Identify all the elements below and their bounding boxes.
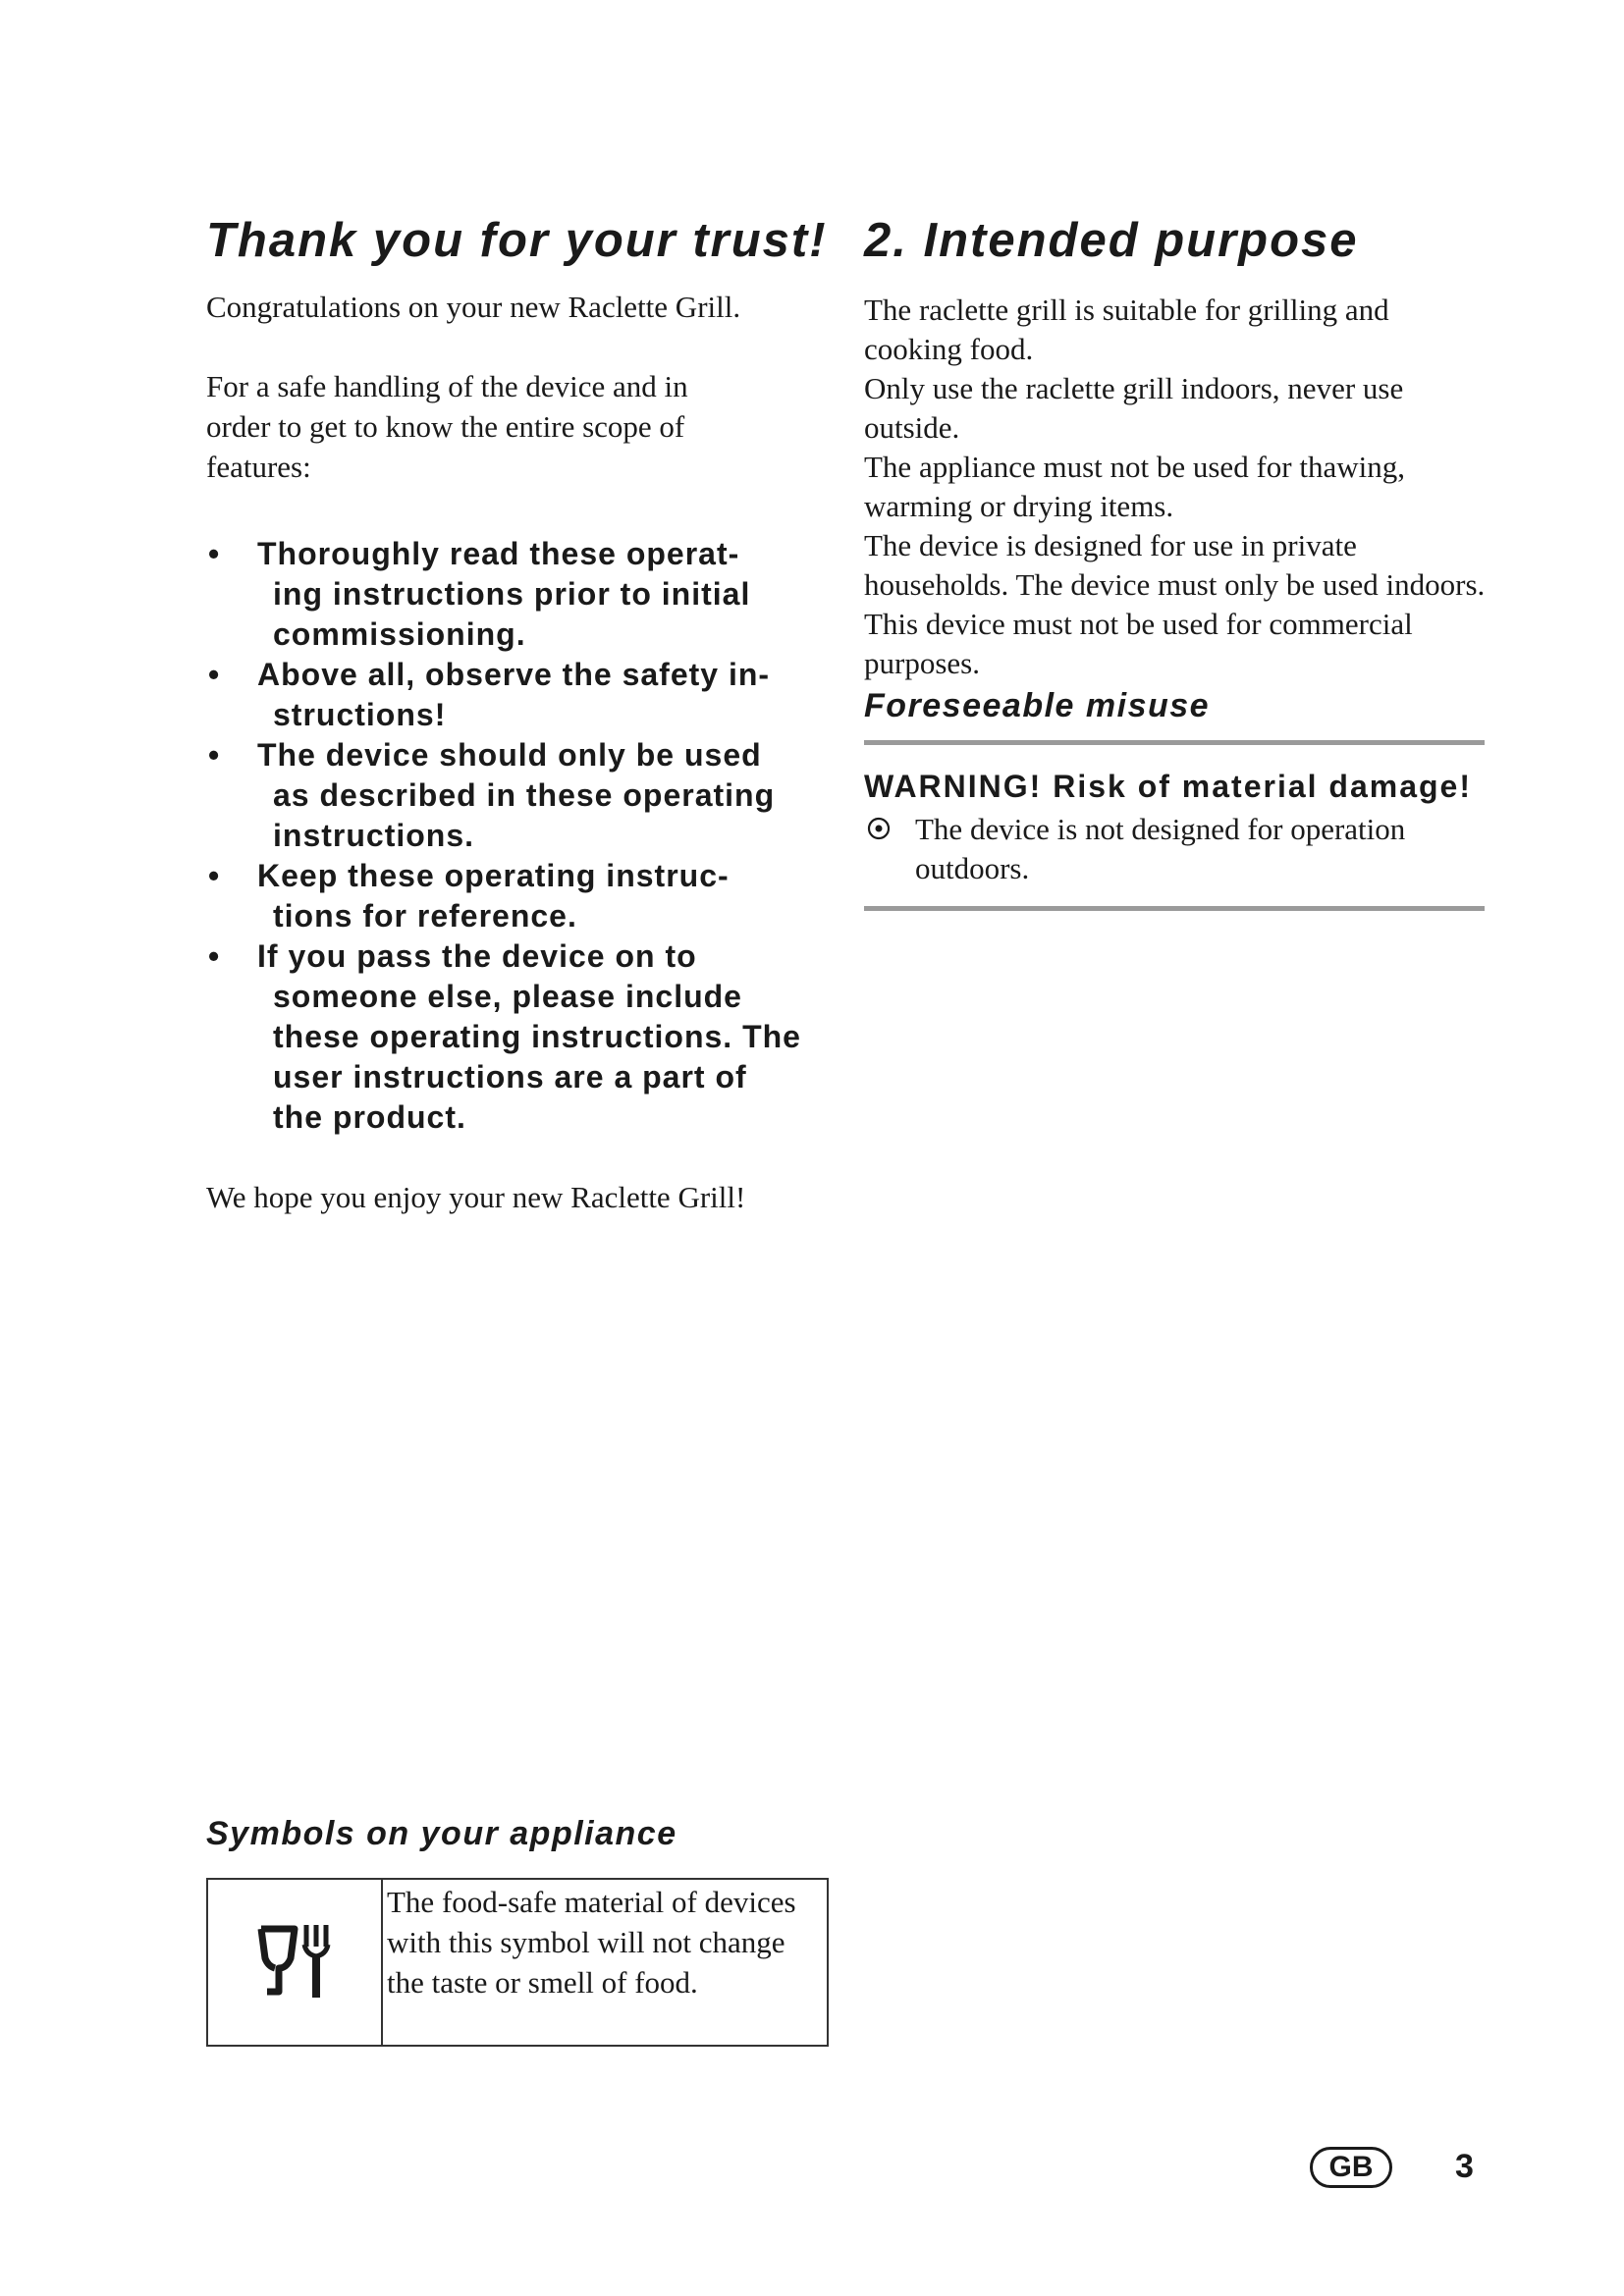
section-title-intended-purpose: 2. Intended purpose bbox=[864, 214, 1359, 267]
target-bullet-icon bbox=[866, 816, 892, 841]
instruction-list bbox=[206, 534, 835, 1138]
bullet-icon: • bbox=[208, 938, 221, 974]
list-item: • Thoroughly read these operat- ing instructions prior to initial commissioning. bbox=[208, 536, 751, 652]
left-column bbox=[206, 206, 835, 1217]
right-column bbox=[864, 206, 1492, 911]
page-title-thank-you: Thank you for your trust! bbox=[206, 214, 828, 267]
purpose-paragraph: Only use the raclette grill indoors, never use outside. bbox=[864, 371, 1404, 445]
list-item: • Above all, observe the safety in- structions! bbox=[208, 657, 771, 732]
list-item: • Keep these operating instruc- tions for reference. bbox=[208, 858, 730, 934]
symbols-table bbox=[206, 1878, 829, 2047]
purpose-paragraph: This device must not be used for commercial purposes. bbox=[864, 607, 1413, 680]
list-item: • The device should only be used as described in these operating instructions. bbox=[208, 737, 776, 853]
symbol-description: The food-safe material of devices with this symbol will not change the taste or smell of food. bbox=[382, 1879, 828, 2046]
purpose-paragraph: The appliance must not be used for thawing, warming or drying items. bbox=[864, 450, 1405, 523]
list-item: • If you pass the device on to someone else, please include these operating instructions. The user instructions are a part of the product. bbox=[208, 938, 801, 1135]
warning-title: WARNING! Risk of material damage! bbox=[864, 769, 1472, 804]
bullet-icon: • bbox=[208, 657, 221, 692]
bullet-icon: • bbox=[208, 536, 221, 571]
symbols-section bbox=[206, 1811, 829, 2047]
intro-text: For a safe handling of the device and in order to get to know the entire scope of features: bbox=[206, 369, 688, 484]
misuse-heading: Foreseeable misuse bbox=[864, 687, 1211, 724]
warning-item: The device is not designed for operation outdoors. bbox=[864, 810, 1492, 888]
page-number: 3 bbox=[1455, 2148, 1474, 2185]
purpose-paragraph: The raclette grill is suitable for grilling and cooking food. bbox=[864, 293, 1389, 366]
food-safe-glass-fork-icon bbox=[245, 1911, 344, 2009]
divider bbox=[864, 906, 1485, 911]
purpose-paragraph: The device is designed for use in private households. The device must only be used indoors. bbox=[864, 528, 1486, 602]
country-badge: GB bbox=[1310, 2147, 1392, 2188]
congrats-text: Congratulations on your new Raclette Grill. bbox=[206, 290, 741, 324]
bullet-icon: • bbox=[208, 737, 221, 773]
symbol-icon-cell bbox=[207, 1879, 382, 2046]
divider bbox=[864, 740, 1485, 745]
bullet-icon: • bbox=[208, 858, 221, 893]
closing-text: We hope you enjoy your new Raclette Grill! bbox=[206, 1180, 746, 1214]
symbols-heading: Symbols on your appliance bbox=[206, 1815, 677, 1852]
table-row bbox=[207, 1879, 828, 2046]
